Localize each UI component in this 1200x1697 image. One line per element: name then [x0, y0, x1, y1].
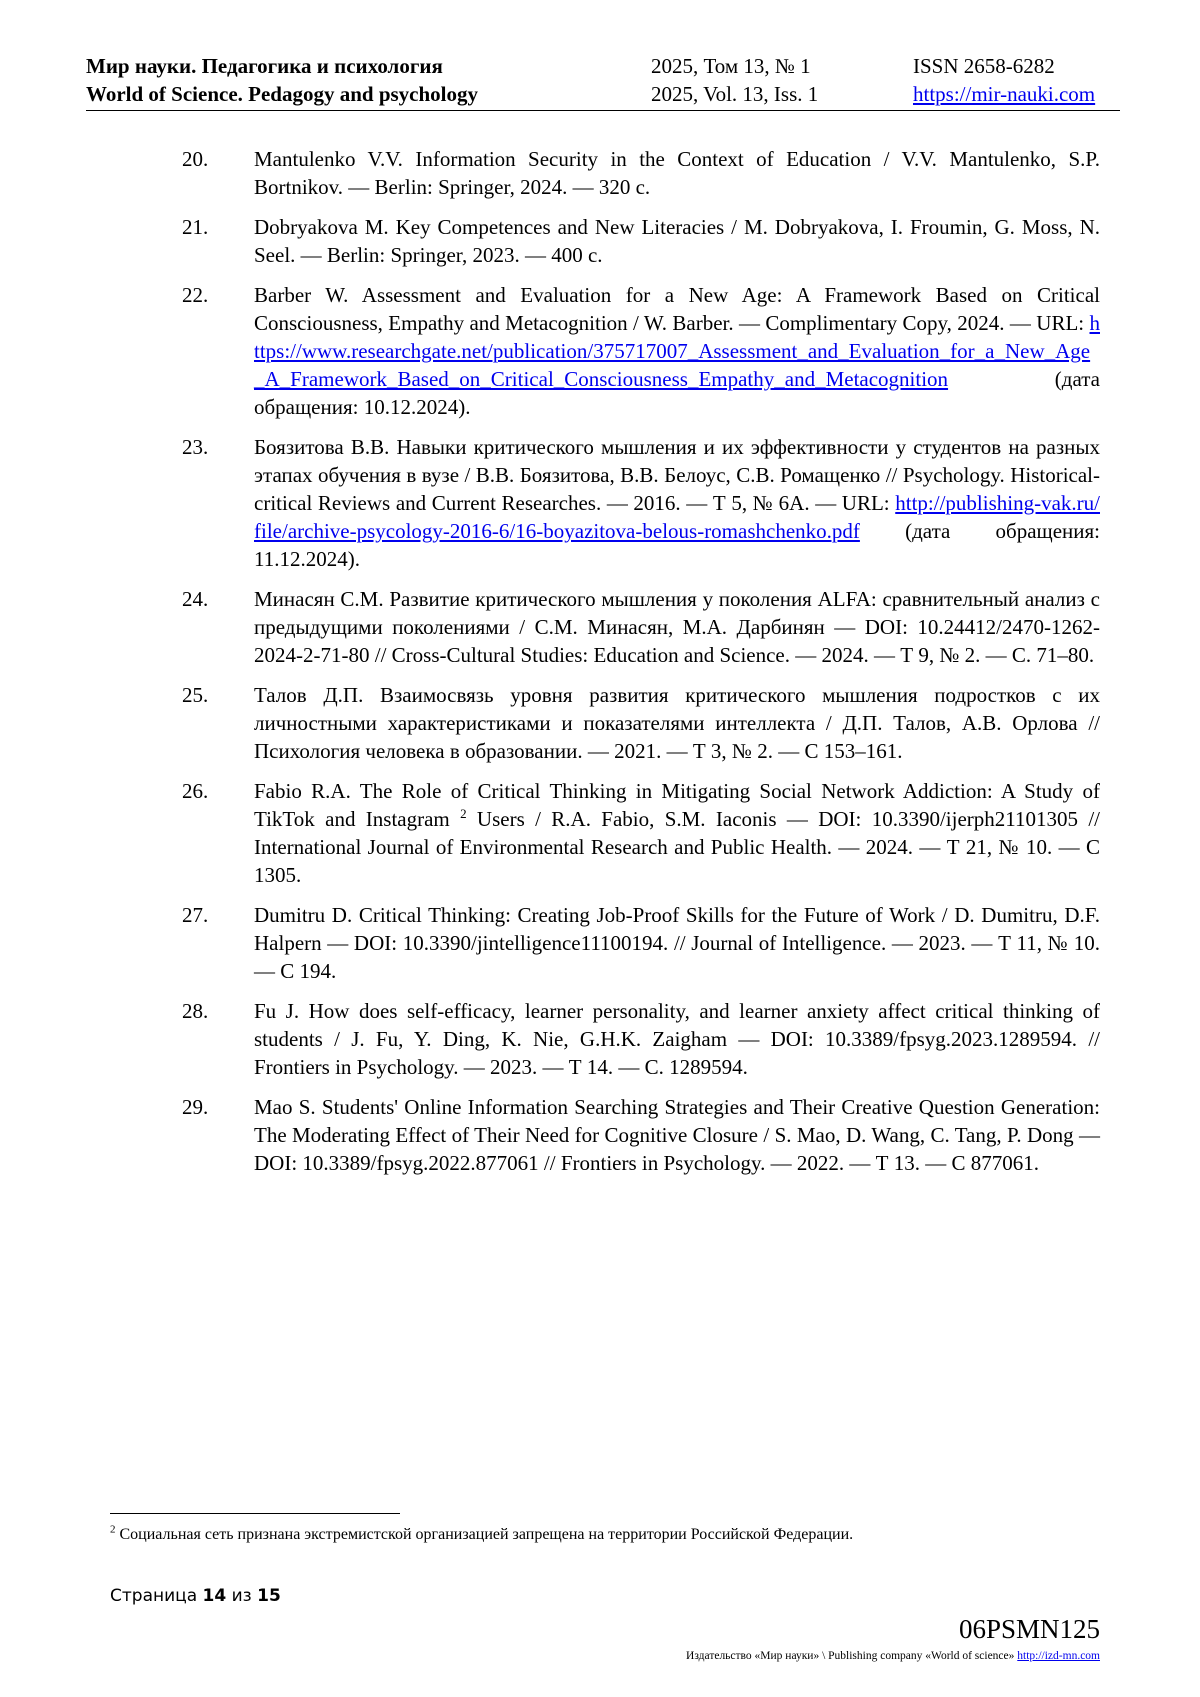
footnote-marker: 2 [460, 806, 467, 821]
reference-text: Боязитова В.В. Навыки критического мышления и их эффективности у студентов на разных этапах обучения в вузе / В.В. Боязитова, В.В. Белоус, С.В. Ромащенко // Psychology. Historical-critical Reviews and Current Researches. — 2016. — Т 5, № 6А. — URL: [254, 435, 1100, 515]
reference-number: 27. [182, 903, 209, 927]
reference-text: Fu J. How does self-efficacy, learner personality, and learner anxiety affect critical thinking of students / J. Fu, Y. Ding, K. Nie, G.H.K. Zaigham — DOI: 10.3389/fpsyg.2023.1289594. // Frontiers in Psychology. — 2023. — Т 14. — С. 1289594. [254, 999, 1100, 1079]
reference-text: Mao S. Students' Online Information Searching Strategies and Their Creative Question Generation: The Moderating Effect of Their Need for Cognitive Closure / S. Mao, D. Wang, C. Tang, P. Dong — DOI: 10.3389/fpsyg.2022.877061 // Frontiers in Psychology. — 2022. — Т 13. — С 877061. [254, 1095, 1100, 1175]
journal-title-en: World of Science. Pedagogy and psychology [86, 82, 479, 106]
volume-en: 2025, Vol. 13, Iss. 1 [651, 82, 819, 106]
journal-title-ru: Мир науки. Педагогика и психология [86, 54, 443, 78]
running-header [86, 50, 1120, 111]
page-current: 14 [202, 1586, 227, 1606]
reference-item [182, 281, 1100, 421]
reference-text-tail: Users / R.A. Fabio, S.M. Iaconis — DOI: 10.3390/ijerph21101305 // International Journal of Environmental Research and Public Health. — 2024. — Т 21, № 10. — С 1305. [254, 807, 1100, 887]
reference-item [182, 901, 1100, 985]
reference-number: 29. [182, 1095, 209, 1119]
reference-number: 23. [182, 435, 209, 459]
reference-number: 28. [182, 999, 209, 1023]
page-total: 15 [257, 1586, 281, 1606]
reference-text-tail: (дата обращения: 11.12.2024). [254, 519, 1100, 571]
journal-site-link[interactable]: https://mir-nauki.com [913, 82, 1096, 106]
reference-url-link[interactable]: https://www.researchgate.net/publication/375717007_Assessment_and_Evaluation_for_a_New_Age_A_Framework_Based_on_Critical_Consciousness_Empathy_and_Metacognition [254, 311, 1100, 391]
reference-item [182, 585, 1100, 669]
footnote-divider [110, 1513, 400, 1514]
footnote-number: 2 [110, 1523, 116, 1536]
volume-ru: 2025, Том 13, № 1 [651, 54, 811, 78]
reference-item [182, 433, 1100, 573]
reference-list [182, 145, 1100, 1189]
reference-text: Dobryakova M. Key Competences and New Literacies / M. Dobryakova, I. Froumin, G. Moss, N. Seel. — Berlin: Springer, 2023. — 400 c. [254, 215, 1100, 267]
page-number-prefix: Страница [110, 1586, 203, 1606]
reference-item [182, 145, 1100, 201]
reference-text: Dumitru D. Critical Thinking: Creating Job-Proof Skills for the Future of Work / D. Dumitru, D.F. Halpern — DOI: 10.3390/jintelligence11100194. // Journal of Intelligence. — 2023. — Т 11, № 10. — С 194. [254, 903, 1100, 983]
reference-text: Fabio R.A. The Role of Critical Thinking in Mitigating Social Network Addiction: A Study of TikTok and Instagram [254, 779, 1100, 831]
reference-url-link[interactable]: http://publishing-vak.ru/file/archive-psycology-2016-6/16-boyazitova-belous-romashchenko.pdf [254, 491, 1100, 543]
reference-text-tail: (дата обращения: 10.12.2024). [254, 367, 1100, 419]
reference-text: Минасян С.М. Развитие критического мышления у поколения ALFA: сравнительный анализ с предыдущими поколениями / С.М. Минасян, М.А. Дарбинян — DOI: 10.24412/2470-1262-2024-2-71-80 // Cross-Cultural Studies: Education and Science. — 2024. — Т 9, № 2. — С. 71–80. [254, 587, 1100, 667]
reference-number: 24. [182, 587, 209, 611]
publisher-line [686, 1650, 1100, 1662]
page-number [110, 1586, 281, 1606]
publisher-text: Издательство «Мир науки» \ Publishing company «World of science» [686, 1650, 1018, 1662]
publisher-link[interactable]: http://izd-mn.com [1017, 1650, 1100, 1662]
reference-item [182, 681, 1100, 765]
reference-item [182, 777, 1100, 889]
issn-block [913, 52, 1095, 108]
footnote-text: Социальная сеть признана экстремистской организацией запрещена на территории Российской Федерации. [115, 1526, 854, 1543]
footnote [110, 1524, 1110, 1546]
reference-item [182, 997, 1100, 1081]
reference-number: 25. [182, 683, 209, 707]
page-number-sep: из [226, 1586, 258, 1606]
reference-number: 21. [182, 215, 209, 239]
reference-number: 26. [182, 779, 209, 803]
journal-title-block [86, 52, 478, 108]
issn: ISSN 2658-6282 [913, 54, 1055, 78]
reference-item [182, 1093, 1100, 1177]
article-code: 06PSMN125 [958, 1614, 1100, 1644]
volume-block [651, 52, 818, 108]
reference-text: Талов Д.П. Взаимосвязь уровня развития критического мышления подростков с их личностными характеристиками и показателями интеллекта / Д.П. Талов, А.В. Орлова // Психология человека в образовании. — 2021. — Т 3, № 2. — С 153–161. [254, 683, 1100, 763]
reference-number: 20. [182, 147, 209, 171]
reference-text: Mantulenko V.V. Information Security in the Context of Education / V.V. Mantulenko, S.P. Bortnikov. — Berlin: Springer, 2024. — 320 c. [254, 147, 1100, 199]
reference-text: Barber W. Assessment and Evaluation for a New Age: A Framework Based on Critical Consciousness, Empathy and Metacognition / W. Barber. — Complimentary Copy, 2024. — URL: [254, 283, 1100, 335]
reference-item [182, 213, 1100, 269]
reference-number: 22. [182, 283, 209, 307]
